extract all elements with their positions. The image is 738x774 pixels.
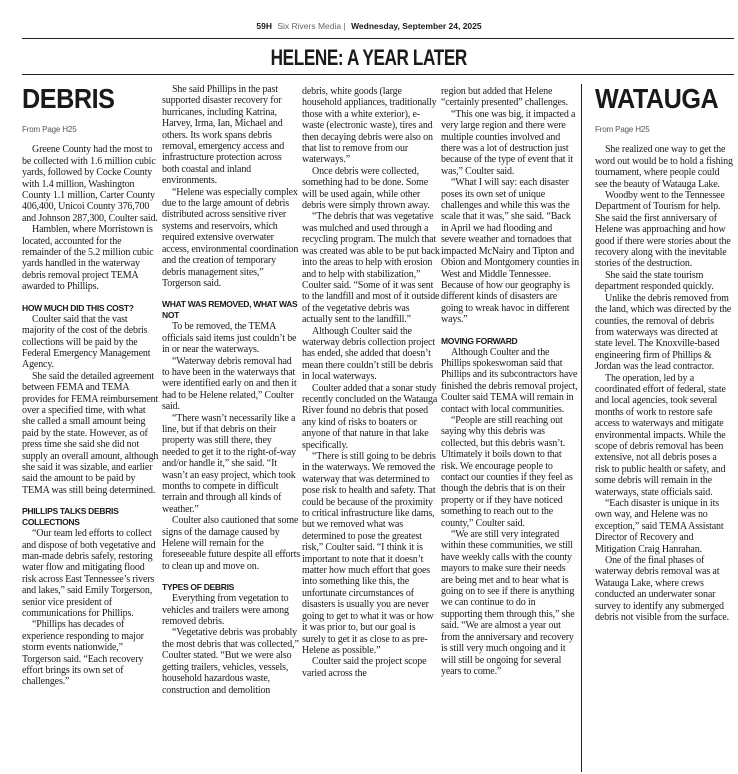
paragraph: “Each disaster is unique in its own way, and Helene was no exception,” said TEMA Assistant Director of Recovery and Mitigation Craig Hanrahan. <box>595 498 724 555</box>
debris-kicker <box>22 84 160 114</box>
paragraph: “The debris that was vegetative was mulched and used through a recycling program. The mulch that was created was able to be put back into the areas to help with erosion and to help with stabilization,” Coulter said. “Some of it was sent to the landfill and most of it outside of the vegetative debris was actually sent to the landfill.” <box>302 211 440 326</box>
paragraph: “Our team led efforts to collect and dispose of both vegetative and man-made debris safely, restoring water flow and mitigating flood risk across East Tennessee’s rivers and lakes,” said Emily Torgerson, senior vice president of communications for Phillips. <box>22 528 156 620</box>
paragraph: Although Coulter said the waterway debris collection project has ended, she added that doesn’t mean there couldn’t still be debris in local waterways. <box>302 325 435 383</box>
paragraph: Everything from vegetation to vehicles and trailers were among removed debris. <box>162 593 289 628</box>
debris-jump-line: From Page H25 <box>22 125 77 134</box>
paragraph: “People are still reaching out saying why this debris was collected, but this debris wasn’t. Ultimately it boils down to that risk. We encourage people to contact our counties if they feel as though the debris that is on their property or if they have noticed something to reach out to the county,” Coulter said. <box>441 414 573 529</box>
paragraph: Woodby went to the Tennessee Department of Tourism for help. She said the first anniversary of Helene was approaching and how good if there were stories about the recovery along with the inevitable stories of the destruction. <box>595 190 731 270</box>
paragraph: She realized one way to get the word out would be to hold a fishing tournament, where people could see the beauty of Watauga Lake. <box>595 144 733 190</box>
paragraph: “Phillips has decades of experience responding to major storm events nationwide,” Torgerson said. “Each recovery effort brings its own set of challenges.” <box>22 619 144 688</box>
debris-column-4 <box>441 86 579 677</box>
paragraph: Unlike the debris removed from the land, which was directed by the counties, the removal of debris from waterways was directed at state level. The Knoxville-based engineering firm of Phillips & Jordan was the lead contractor. <box>595 292 732 373</box>
paragraph: “There wasn’t necessarily like a line, but if that debris on their property was still there, they needed to get it to the right-of-way and/or handle it,” she said. “It wasn’t an easy project, which took months to compete in difficult terrain and through all kinds of weather.” <box>162 412 296 515</box>
paragraph: “Helene was especially complex due to the large amount of debris distributed across sensitive river systems and reservoirs, which required extensive overwater access, environmental coordination and the creation of temporary debris management sites,” Torgerson said. <box>162 186 299 289</box>
publication-date: Wednesday, September 24, 2025 <box>351 21 482 31</box>
paragraph: The operation, led by a coordinated effort of federal, state and local agencies, took several months of work to restore safe access to waterways and mitigate environmental impacts. While the scope of debris removal has been extensive, not all debris poses a risk to public health or safety, and some debris will remain in the waterways, state officials said. <box>595 372 726 498</box>
paragraph: debris, white goods (large household appliances, traditionally those with a white exterior), e-waste (electronic waste), tires and then decaying debris were also on that list to remove from our waterways.” <box>302 86 437 166</box>
paragraph: Coulter added that a sonar study recently concluded on the Watauga River found no debris that posed any kind of risks to boaters or anyone of that nature in that lake specifically. <box>302 382 438 451</box>
paragraph: Greene County had the most to be collected with 1.6 million cubic yards, followed by Cocke County with 1.4 million, Washington County 1.1 million, Carter County 406,400, Unicoi County 376,700 and Johnson 287,300, Coulter said. <box>22 144 158 224</box>
paragraph: She said the detailed agreement between FEMA and TEMA provides for FEMA reimbursement over a specified time, with what she called a small amount being paid by the state. However, as of press time she said she did not supply an overall amount, although she said it was sizable, and earlier said the amount to be paid by TEMA was still being determined. <box>22 370 159 496</box>
paragraph: Although Coulter and the Phillips spokeswoman said that Phillips and its subcontractors have finished the debris removal project, Coulter said TEMA will remain in contact with local communities. <box>441 346 578 415</box>
paragraph: “Waterway debris removal had to have been in the waterways that were identified early on and then it had to be Helene related,” Coulter said. <box>162 355 297 413</box>
debris-kicker-text: DEBRIS <box>22 83 115 114</box>
paragraph: She said the state tourism department responded quickly. <box>595 269 714 293</box>
publication-name: Six Rivers Media | <box>277 21 346 31</box>
debris-column-3 <box>302 86 440 679</box>
paragraph: “This one was big, it impacted a very large region and there were multiple counties involved and there was a lot of destruction just because of the type of event that it was,” Coulter said. <box>441 108 576 177</box>
paragraph: Coulter also cautioned that some signs of the damage caused by Helene will remain for the foreseeable future despite all efforts to clean up and move on. <box>162 515 300 572</box>
debris-column-1 <box>22 84 160 688</box>
paragraph: “We are still very integrated within these communities, we still have weekly calls with the county mayors to make sure their needs are being met and to hear what is going on to see if there is anything we can continue to do in supporting them through this,” she said. “We are almost a year out from the anniversary and recovery is still very much ongoing and it will still be ongoing for several years to come.” <box>441 529 575 677</box>
section-title <box>0 45 738 71</box>
page-number: 59H <box>256 21 272 31</box>
paragraph: Coulter said that the vast majority of the cost of the debris collections will be paid by the Federal Emergency Management Agency. <box>22 313 151 371</box>
subheading: TYPES OF DEBRIS <box>162 582 235 593</box>
paragraph: To be removed, the TEMA officials said items just couldn’t be in or near the waterways. <box>162 321 297 356</box>
column-divider <box>581 84 582 772</box>
paragraph: She said Phillips in the past supported disaster recovery for hurricanes, including Katrina, Harvey, Irma, Ian, Michael and others. Its work spans debris removal, emergency access and infrastructure protection across both coastal and inland environments. <box>162 84 285 187</box>
watauga-kicker <box>595 84 733 114</box>
watauga-jump-line: From Page H25 <box>595 125 650 134</box>
top-rule <box>22 38 734 39</box>
page-folio <box>0 21 738 31</box>
paragraph: One of the final phases of waterway debris removal was at Watauga Lake, where crews conducted an underwater sonar survey to identify any submerged debris not visible from the surface. <box>595 555 730 624</box>
subheading: MOVING FORWARD <box>441 335 518 346</box>
watauga-column <box>595 84 733 623</box>
watauga-kicker-text: WATAUGA <box>595 83 719 114</box>
debris-column-2 <box>162 84 300 696</box>
paragraph: Once debris were collected, something had to be done. Some will be used again, while other debris were simply thrown away. <box>302 165 430 212</box>
paragraph: “There is still going to be debris in the waterways. We removed the waterway that was determined to pose risk to health and safety. That could be because of the proximity to critical infrastructure like dams, but we removed what was determined to pose the greatest risk,” Coulter said. “I think it is important to note that it doesn’t matter how much effort that goes into something like this, the unfortunate circumstances of disasters is usually you are never going to get to what it was or how it was prior to, but our goal is surely to get it as close to as pre-Helene as possible.” <box>302 451 436 656</box>
subheading: HOW MUCH DID THIS COST? <box>22 302 134 313</box>
section-title-text: HELENE: A YEAR LATER <box>270 45 468 70</box>
paragraph: Coulter said the project scope varied across the <box>302 656 427 679</box>
paragraph: “What I will say: each disaster poses its own set of unique challenges and while this was the scale that it was,” she said. “Back in April we had flooding and severe weather and tornadoes that impacted McNairy and Tipton and Obion and Montgomery counties in West and Middle Tennessee. Because of how our geography is different kinds of disasters are going to wreak havoc in different ways.” <box>441 177 579 326</box>
subheading: PHILLIPS TALKS DEBRIS COLLECTIONS <box>22 506 119 528</box>
paragraph: Hamblen, where Morristown is located, accounted for the remainder of the 5.2 million cubic yards handled in the waterway debris removal project TEMA awarded to Phillips. <box>22 224 154 293</box>
subheading: WHAT WAS REMOVED, WHAT WAS NOT <box>162 299 298 321</box>
paragraph: “Vegetative debris was probably the most debris that was collected,” Coulter stated. “But we were also getting trailers, vehicles, vessels, household hazardous waste, construction and demolition <box>162 627 299 696</box>
paragraph: region but added that Helene “certainly presented” challenges. <box>441 86 568 109</box>
section-rule <box>22 74 734 75</box>
